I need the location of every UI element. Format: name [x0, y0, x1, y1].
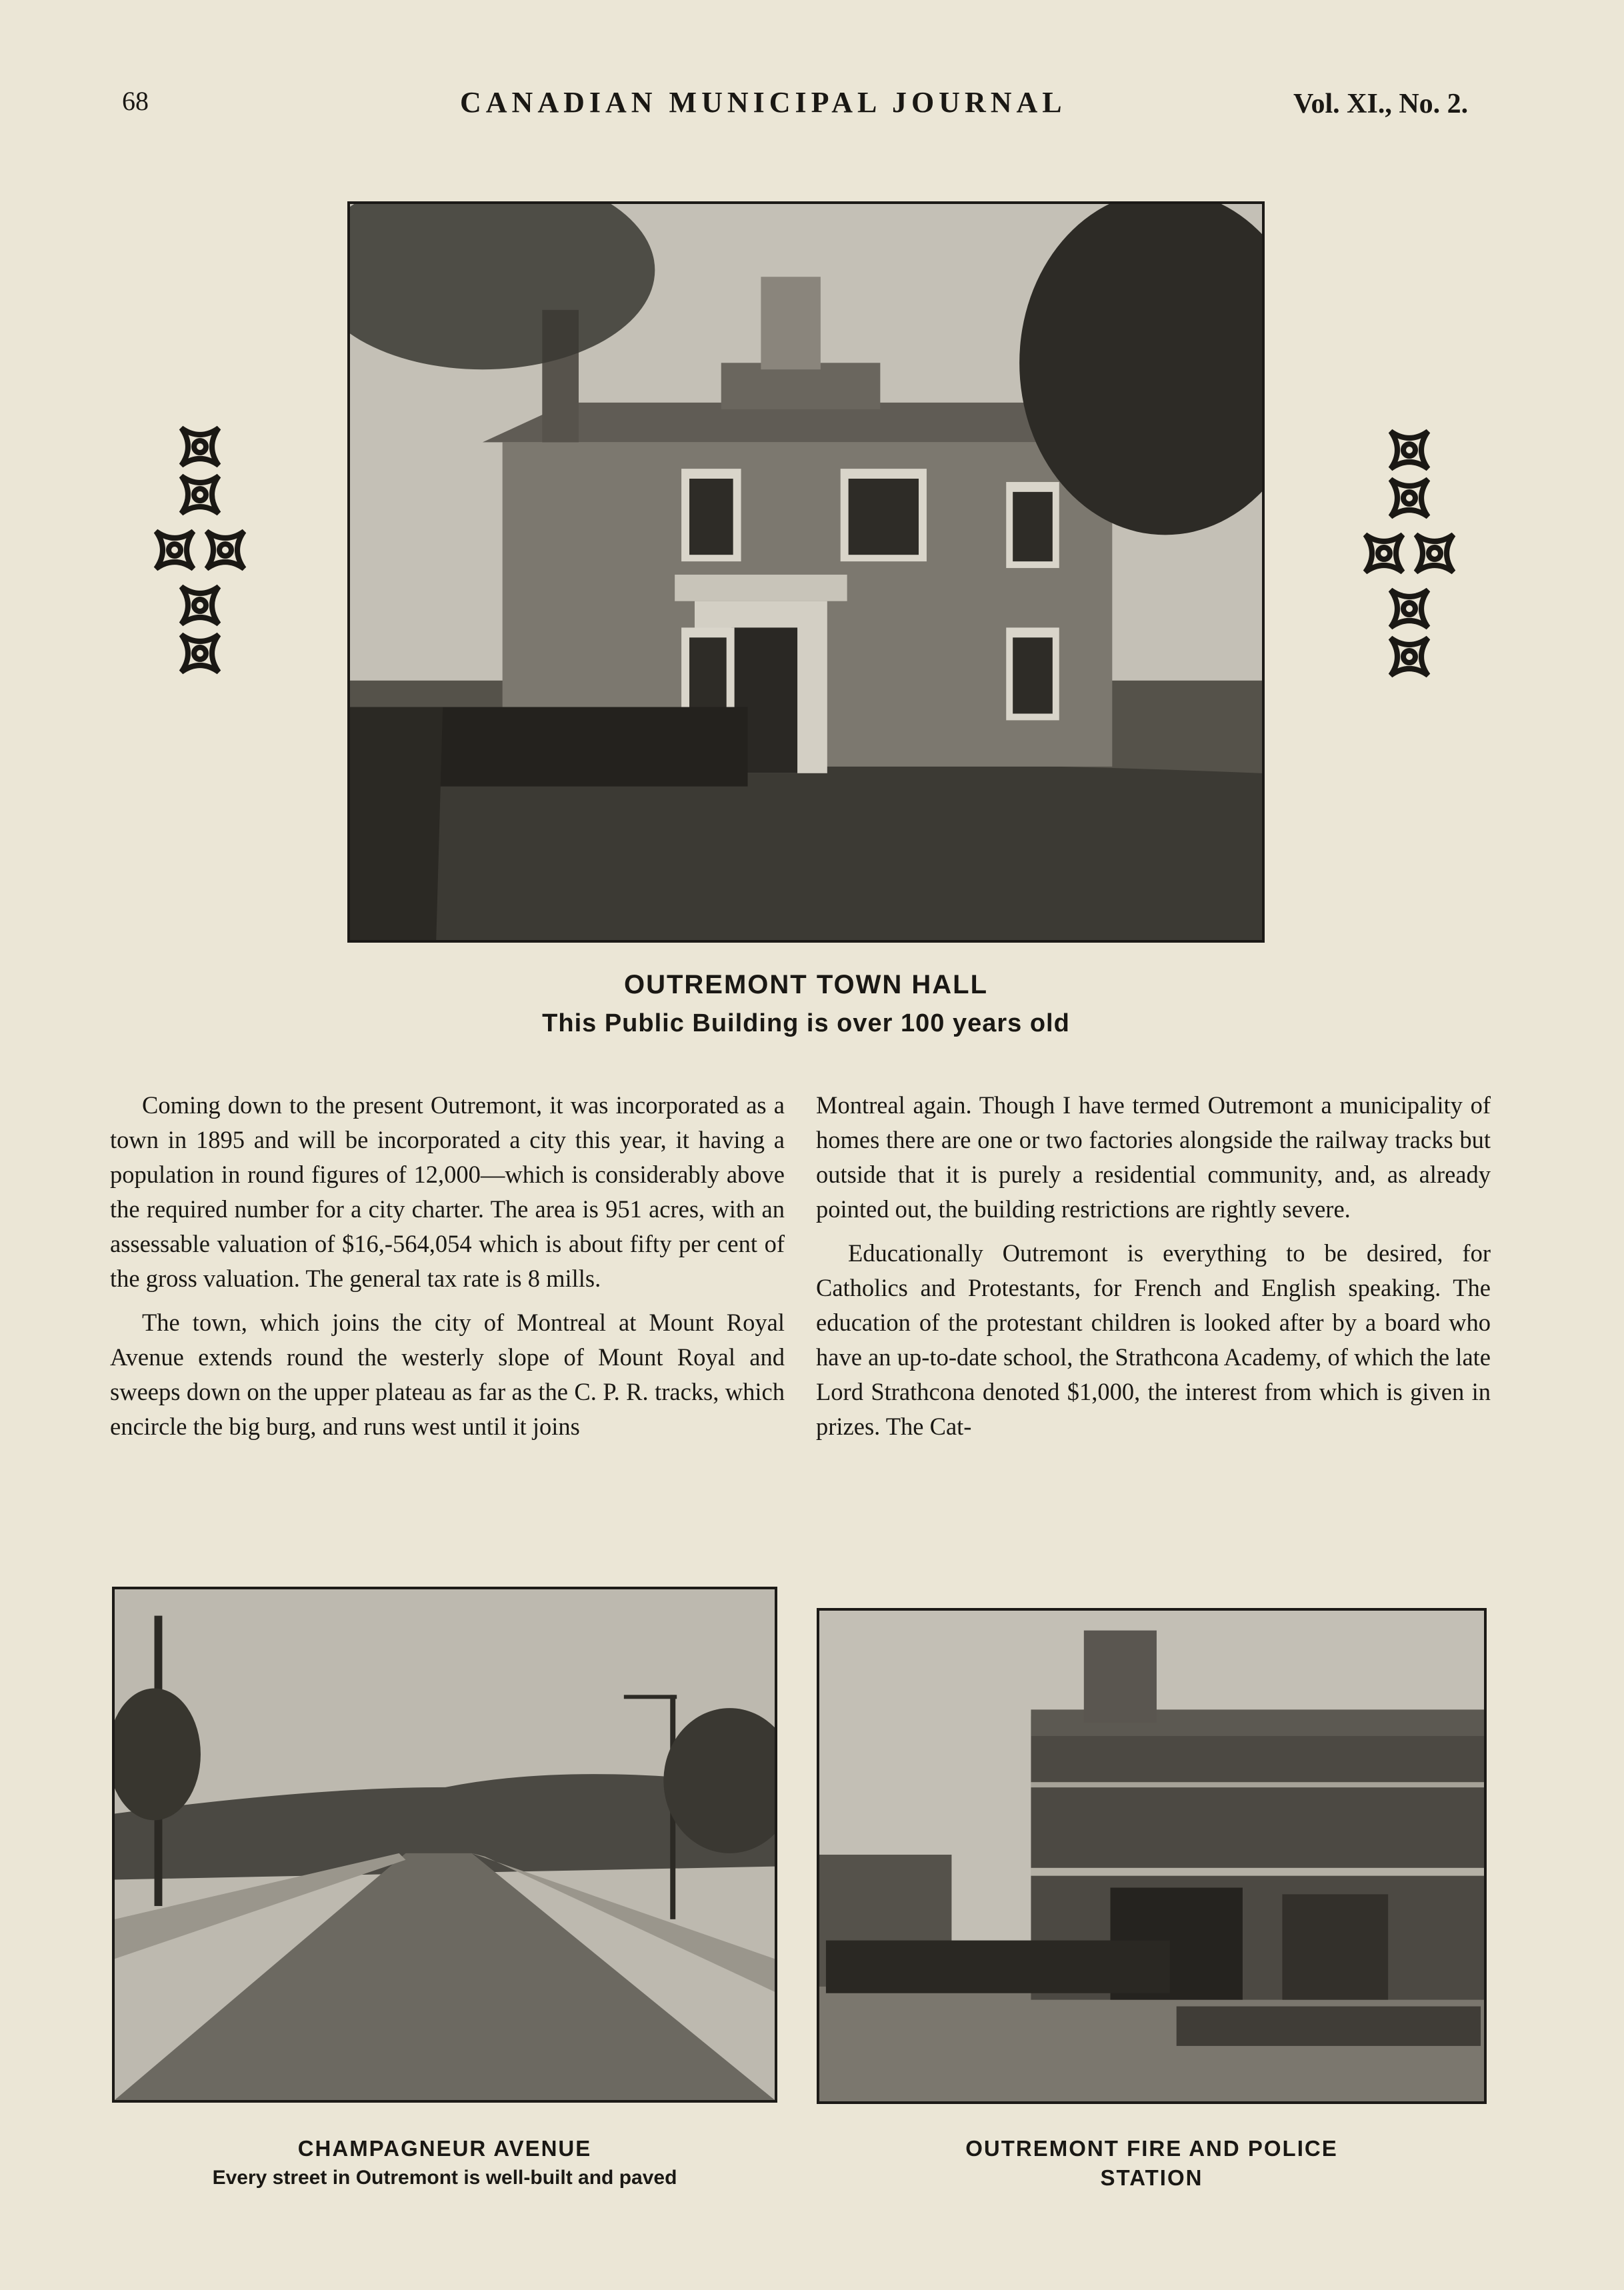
text-column-right	[816, 1088, 1491, 1453]
photo-fire-police-station	[817, 1608, 1487, 2104]
text-column-left	[110, 1088, 785, 1453]
station-caption-title-line1: OUTREMONT FIRE AND POLICE	[965, 2136, 1338, 2161]
avenue-caption-subtitle: Every street in Outremont is well-built and paved	[212, 2167, 677, 2189]
station-caption-title-line2: STATION	[1100, 2165, 1203, 2190]
paragraph: Coming down to the present Outremont, it was incorporated as a town in 1895 and will be incorporated a city this year, it having a population in round figures of 12,000—which is considerably above the required number for a city charter. The area is 951 acres, with an assessable valuation of $16,-564,054 which is about fifty per cent of the gross valuation. The general tax rate is 8 mills.	[110, 1091, 785, 1292]
ornament-right	[1356, 423, 1463, 683]
avenue-caption-title: CHAMPAGNEUR AVENUE	[297, 2136, 592, 2161]
photo-town-hall	[347, 201, 1265, 943]
volume-issue: Vol. XI., No. 2.	[1293, 89, 1469, 119]
paragraph: The town, which joins the city of Montreal at Mount Royal Avenue extends round the westerly slope of Mount Royal and sweeps down on the upper plateau as far as the C. P. R. tracks, which encircle the big burg, and runs west until it joins	[110, 1309, 785, 1440]
page-number: 68	[122, 86, 149, 116]
town-hall-caption-title: OUTREMONT TOWN HALL	[623, 970, 989, 999]
paragraph: Montreal again. Though I have termed Outremont a municipality of homes there are one or two factories alongside the railway tracks but outside that it is purely a residential community, and, as already pointed out, the building restrictions are rightly severe.	[816, 1091, 1491, 1223]
photo-champagneur-avenue	[112, 1587, 777, 2103]
paragraph: Educationally Outremont is everything to be desired, for Catholics and Protestants, for French and English speaking. The education of the protestant children is looked after by a board who have an up-to-date school, the Strathcona Academy, of which the late Lord Strathcona denoted $1,000, the interest from which is given in prizes. The Cat-	[816, 1239, 1491, 1440]
town-hall-caption-subtitle: This Public Building is over 100 years old	[542, 1009, 1070, 1037]
journal-title: CANADIAN MUNICIPAL JOURNAL	[460, 86, 1067, 119]
ornament-left	[147, 420, 253, 680]
